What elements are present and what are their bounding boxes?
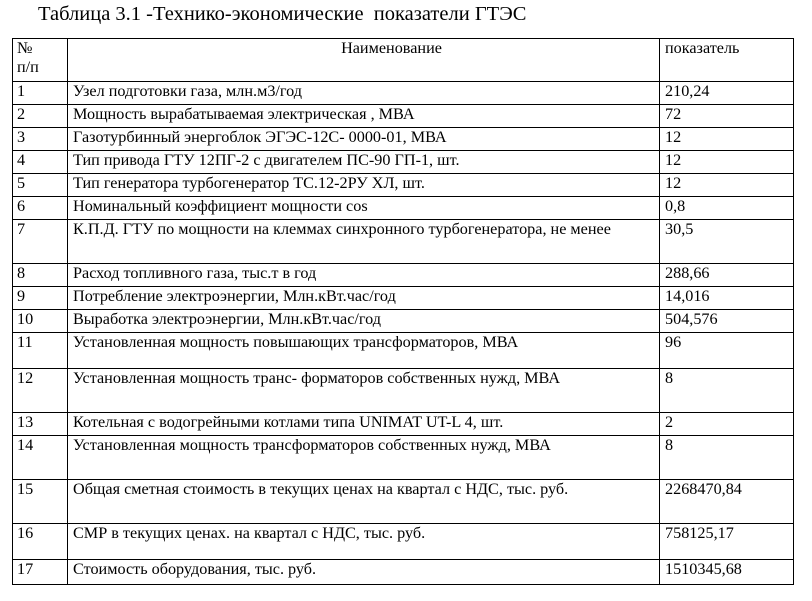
row-name: Потребление электроэнергии, Млн.кВт.час/год: [68, 287, 660, 310]
row-value: 30,5: [660, 220, 794, 264]
row-name: Установленная мощность повышающих трансформаторов, МВА: [68, 333, 660, 369]
table-row: [13, 369, 794, 413]
row-num: 14: [13, 436, 68, 480]
table-row: [13, 264, 794, 287]
table-row: [13, 436, 794, 480]
row-name: Расход топливного газа, тыс.т в год: [68, 264, 660, 287]
row-value: 8: [660, 436, 794, 480]
table-row: [13, 333, 794, 369]
row-value: 14,016: [660, 287, 794, 310]
row-name: Стоимость оборудования, тыс. руб.: [68, 560, 660, 585]
row-name: Котельная с водогрейными котлами типа UNIMAT UT-L 4, шт.: [68, 413, 660, 436]
row-name: Установленная мощность трансформаторов собственных нужд, МВА: [68, 436, 660, 480]
table-row: [13, 310, 794, 333]
row-name: Номинальный коэффициент мощности cos: [68, 197, 660, 220]
row-value: 8: [660, 369, 794, 413]
row-num: 9: [13, 287, 68, 310]
row-num: 6: [13, 197, 68, 220]
table-row: [13, 82, 794, 105]
row-num: 17: [13, 560, 68, 585]
row-value: 12: [660, 128, 794, 151]
row-num: 15: [13, 480, 68, 524]
table-row: [13, 480, 794, 524]
table-row: [13, 524, 794, 560]
table-row: [13, 220, 794, 264]
row-name: Общая сметная стоимость в текущих ценах на квартал с НДС, тыс. руб.: [68, 480, 660, 524]
row-num: 13: [13, 413, 68, 436]
row-num: 12: [13, 369, 68, 413]
row-value: 758125,17: [660, 524, 794, 560]
row-name: Выработка электроэнергии, Млн.кВт.час/год: [68, 310, 660, 333]
row-name: Тип генератора турбогенератор ТС.12-2РУ ХЛ, шт.: [68, 174, 660, 197]
row-num: 2: [13, 105, 68, 128]
row-num: 10: [13, 310, 68, 333]
header-num-text: № п/п: [17, 39, 39, 76]
indicators-table: [12, 38, 794, 585]
table-row: [13, 151, 794, 174]
row-num: 11: [13, 333, 68, 369]
header-num: [13, 39, 68, 82]
row-value: 210,24: [660, 82, 794, 105]
row-value: 12: [660, 174, 794, 197]
row-num: 1: [13, 82, 68, 105]
row-num: 4: [13, 151, 68, 174]
row-name: СМР в текущих ценах. на квартал с НДС, тыс. руб.: [68, 524, 660, 560]
row-value: 1510345,68: [660, 560, 794, 585]
row-num: 8: [13, 264, 68, 287]
table-row: [13, 413, 794, 436]
row-value: 288,66: [660, 264, 794, 287]
row-value: 2: [660, 413, 794, 436]
row-name: Установленная мощность транс- форматоров собственных нужд, МВА: [68, 369, 660, 413]
table-row: [13, 105, 794, 128]
table-row: [13, 174, 794, 197]
row-value: 0,8: [660, 197, 794, 220]
table-row: [13, 287, 794, 310]
row-num: 7: [13, 220, 68, 264]
row-name: Узел подготовки газа, млн.м3/год: [68, 82, 660, 105]
row-name: Газотурбинный энергоблок ЭГЭС-12С- 0000-01, МВА: [68, 128, 660, 151]
table-row: [13, 128, 794, 151]
header-name: Наименование: [68, 39, 660, 82]
table-row: [13, 560, 794, 585]
row-num: 16: [13, 524, 68, 560]
table-title: Таблица 3.1 -Технико-экономические показатели ГТЭС: [38, 3, 527, 25]
row-name: Мощность вырабатываемая электрическая , МВА: [68, 105, 660, 128]
row-value: 72: [660, 105, 794, 128]
header-value: показатель: [660, 39, 794, 82]
row-num: 5: [13, 174, 68, 197]
row-name: К.П.Д. ГТУ по мощности на клеммах синхронного турбогенератора, не менее: [68, 220, 660, 264]
row-value: 2268470,84: [660, 480, 794, 524]
table-row: [13, 197, 794, 220]
row-value: 504,576: [660, 310, 794, 333]
table-header-row: [13, 39, 794, 82]
row-num: 3: [13, 128, 68, 151]
row-value: 96: [660, 333, 794, 369]
row-value: 12: [660, 151, 794, 174]
row-name: Тип привода ГТУ 12ПГ-2 с двигателем ПС-90 ГП-1, шт.: [68, 151, 660, 174]
